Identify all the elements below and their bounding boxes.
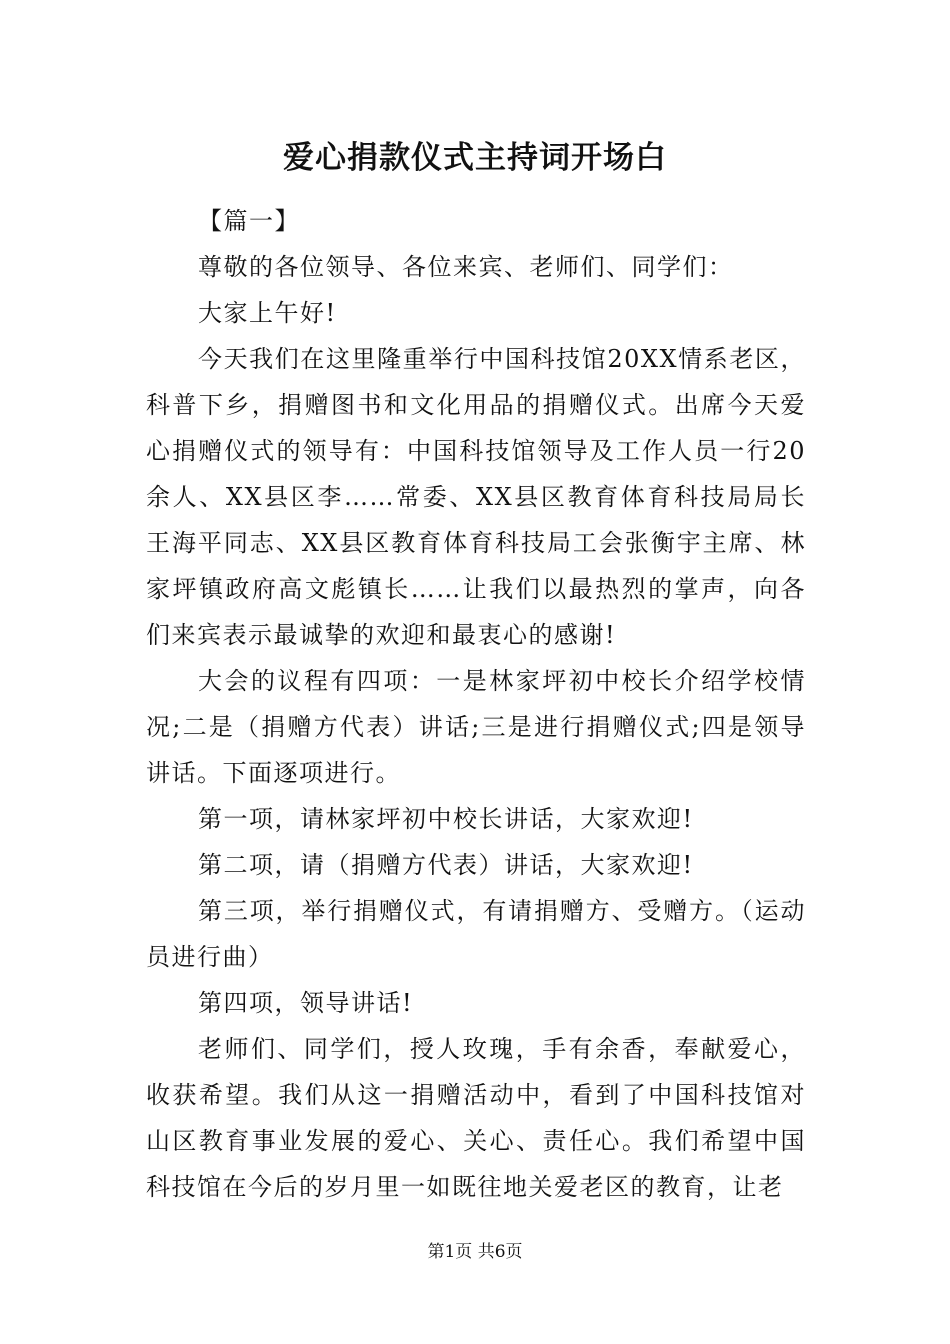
page-footer: 第1页 共6页 <box>427 1242 523 1262</box>
body-paragraph: 老师们、同学们，授人玫瑰，手有余香，奉献爱心，收获希望。我们从这一捐赠活动中，看到了中国科技馆对山区教育事业发展的爱心、关心、责任心。我们希望中国科技馆在今后的岁月里一如既往地关爱老区的教育，让老 <box>146 1035 806 1201</box>
greeting: 大家上午好! <box>198 299 337 327</box>
agenda-item: 第四项，领导讲话! <box>198 989 414 1017</box>
document-body <box>146 198 806 1210</box>
document-title: 爱心捐款仪式主持词开场白 <box>283 140 667 176</box>
body-paragraph: 今天我们在这里隆重举行中国科技馆20XX情系老区，科普下乡，捐赠图书和文化用品的捐赠仪式。出席今天爱心捐赠仪式的领导有：中国科技馆领导及工作人员一行20余人、XX县区李……常委、XX县区教育体育科技局局长王海平同志、XX县区教育体育科技局工会张衡宇主席、林家坪镇政府高文彪镇长……让我们以最热烈的掌声，向各们来宾表示最诚挚的欢迎和最衷心的感谢! <box>146 345 806 649</box>
section-heading: 【篇一】 <box>198 207 300 235</box>
body-paragraph: 大会的议程有四项：一是林家坪初中校长介绍学校情况;二是（捐赠方代表）讲话;三是进行捐赠仪式;四是领导讲话。下面逐项进行。 <box>146 667 806 787</box>
agenda-item: 第三项，举行捐赠仪式，有请捐赠方、受赠方。（运动员进行曲） <box>146 897 806 971</box>
agenda-item: 第一项，请林家坪初中校长讲话，大家欢迎! <box>198 805 694 833</box>
salutation: 尊敬的各位领导、各位来宾、老师们、同学们： <box>198 253 734 281</box>
agenda-item: 第二项，请（捐赠方代表）讲话，大家欢迎! <box>198 851 694 879</box>
